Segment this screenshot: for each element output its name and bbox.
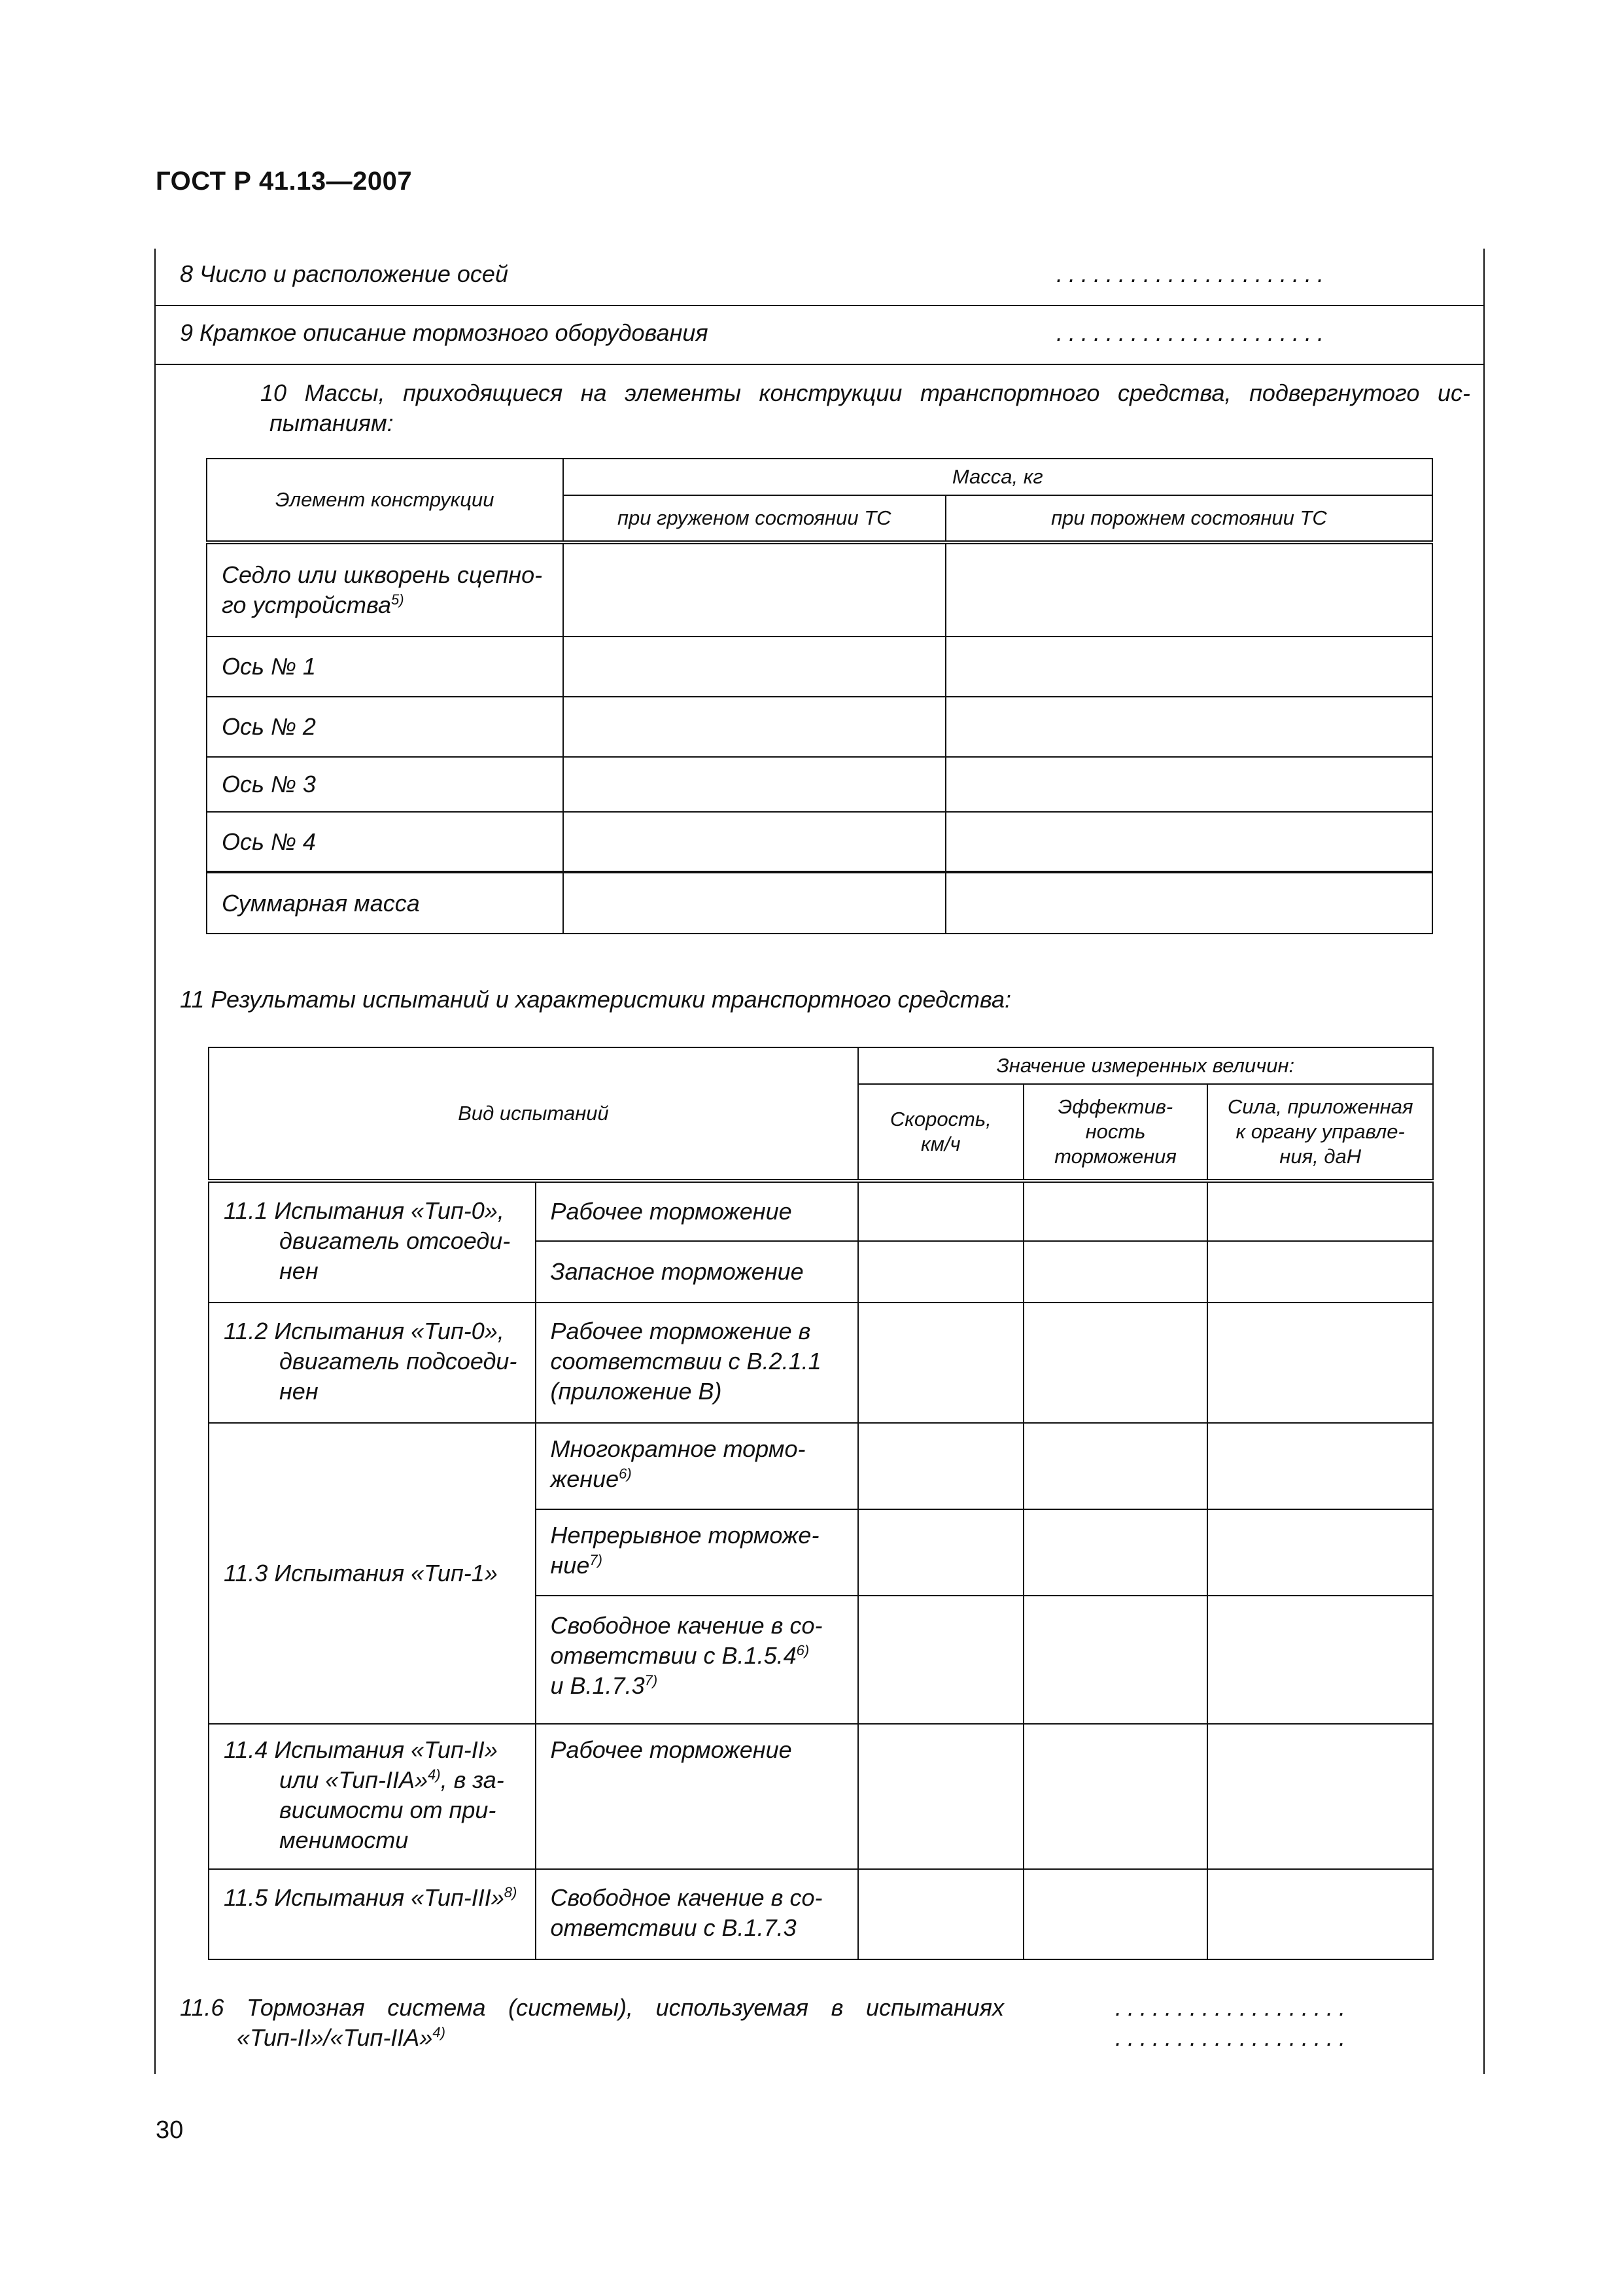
mass-table-col-empty: при порожнем состоянии ТС [946,495,1432,542]
item-9-dots: ...................... [1056,319,1330,346]
value-cell [858,1724,1024,1869]
mass-row-label: Ось № 3 [207,757,563,812]
value-cell [1207,1241,1433,1303]
value-cell [1207,1303,1433,1423]
value-cell [858,1181,1024,1241]
test-mode: Свободное качение в со- ответствии с В.1.5.4$^{6)}$ и В.1.7.3$^{7)}$ [536,1596,858,1724]
value-cell [858,1509,1024,1596]
table-row [209,1869,1433,1959]
item-8-dots: ...................... [1056,260,1330,287]
table-row [209,1423,1433,1509]
results-table [208,1047,1434,1960]
frame-left-line [154,249,156,2074]
mass-cell [563,757,946,812]
results-col-force: Сила, приложенная к органу управле- ния, даН [1207,1084,1433,1181]
results-col-measured: Значение измеренных величин: [858,1047,1433,1084]
value-cell [1207,1724,1433,1869]
item-11-label: 11 Результаты испытаний и характеристики транспортного средства: [180,986,1012,1013]
table-row [209,1303,1433,1423]
item-10-line1: 10 Массы, приходящиеся на элементы конструкции транспортного средства, подвергнутого ис- [260,379,1470,406]
table-row [207,637,1432,697]
document-header: ГОСТ Р 41.13—2007 [156,167,413,196]
mass-cell [946,872,1432,934]
mass-cell [946,637,1432,697]
table-row [207,542,1432,637]
test-mode: Рабочее торможение в соответствии с В.2.1.1 (приложение В) [536,1303,858,1423]
table-row [209,1181,1433,1241]
divider [154,305,1485,306]
mass-row-label: Ось № 4 [207,812,563,872]
page-number: 30 [156,2116,184,2144]
mass-cell [946,542,1432,637]
mass-cell [946,697,1432,757]
item-11-6-dots: ................... [1115,1994,1352,2021]
test-mode: Запасное торможение [536,1241,858,1303]
test-mode: Рабочее торможение [536,1181,858,1241]
value-cell [1207,1423,1433,1509]
value-cell [1207,1509,1433,1596]
mass-table [206,458,1433,934]
item-9-label: 9 Краткое описание тормозного оборудования [180,319,708,346]
table-row [207,757,1432,812]
table-row [209,1724,1433,1869]
value-cell [858,1596,1024,1724]
mass-row-label: Ось № 2 [207,697,563,757]
item-10-line2: пытаниям: [269,410,394,436]
mass-table-col-element: Элемент конструкции [207,459,563,542]
value-cell [1024,1303,1208,1423]
value-cell [1207,1596,1433,1724]
item-8-label: 8 Число и расположение осей [180,260,508,287]
value-cell [1207,1869,1433,1959]
test-mode: Непрерывное торможе- ние$^{7)}$ [536,1509,858,1596]
table-row [207,697,1432,757]
value-cell [1024,1509,1208,1596]
value-cell [1024,1241,1208,1303]
mass-cell [563,872,946,934]
mass-row-label: Суммарная масса [207,872,563,934]
value-cell [858,1303,1024,1423]
results-col-efficiency: Эффектив- ность торможения [1024,1084,1208,1181]
mass-cell [563,542,946,637]
test-group-name: 11.2 Испытания «Тип-0», двигатель подсоеди- нен [209,1303,536,1423]
frame-right-line [1483,249,1485,2074]
value-cell [1024,1181,1208,1241]
mass-cell [563,697,946,757]
mass-table-col-loaded: при груженом состоянии ТС [563,495,946,542]
divider [154,364,1485,365]
value-cell [858,1423,1024,1509]
table-row [207,872,1432,934]
results-col-test: Вид испытаний [209,1047,858,1181]
mass-cell [563,637,946,697]
item-11-6-line1: 11.6 Тормозная система (системы), используемая в испытаниях [180,1994,1004,2021]
value-cell [1207,1181,1433,1241]
test-group-name: 11.4 Испытания «Тип-II» или «Тип-IIA»$^{4)}$, в за- висимости от при- менимости [209,1724,536,1869]
table-row [207,812,1432,872]
test-mode: Многократное тормо- жение$^{6)}$ [536,1423,858,1509]
test-group-name: 11.1 Испытания «Тип-0», двигатель отсоеди- нен [209,1181,536,1303]
test-group-name: 11.3 Испытания «Тип-1» [209,1423,536,1724]
value-cell [1024,1596,1208,1724]
value-cell [1024,1869,1208,1959]
test-group-name: 11.5 Испытания «Тип-III»$^{8)}$ [209,1869,536,1959]
item-11-6-dots: ................... [1115,2024,1352,2051]
mass-cell [946,757,1432,812]
mass-table-col-mass: Масса, кг [563,459,1432,495]
test-mode: Рабочее торможение [536,1724,858,1869]
value-cell [858,1241,1024,1303]
results-col-speed: Скорость, км/ч [858,1084,1024,1181]
mass-row-label: Седло или шкворень сцепно- го устройства$^{5)}$ [207,542,563,637]
mass-cell [563,812,946,872]
test-mode: Свободное качение в со- ответствии с В.1.7.3 [536,1869,858,1959]
item-11-6-line2: «Тип-II»/«Тип-IIA»$^{4)}$ [237,2024,445,2051]
mass-row-label: Ось № 1 [207,637,563,697]
value-cell [858,1869,1024,1959]
mass-cell [946,812,1432,872]
value-cell [1024,1423,1208,1509]
value-cell [1024,1724,1208,1869]
